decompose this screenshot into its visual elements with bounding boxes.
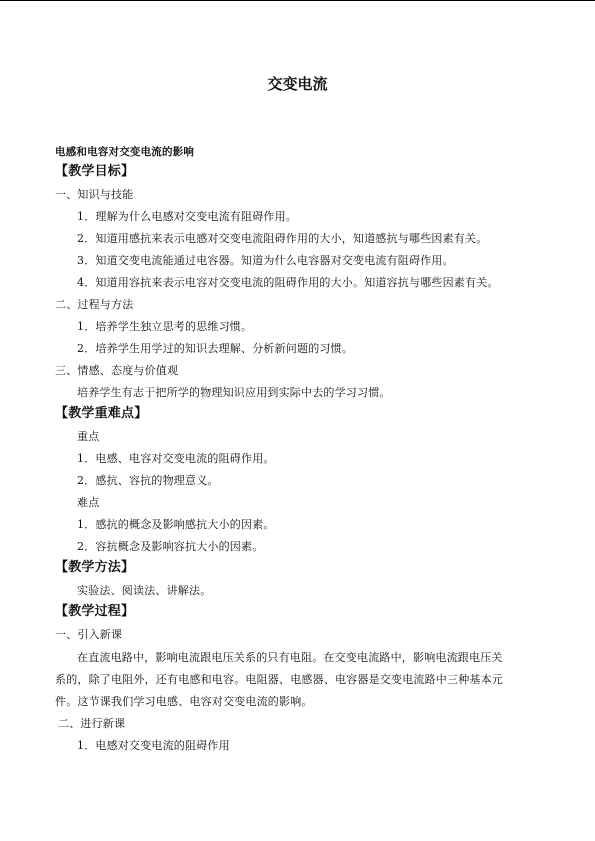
knowledge-item: 4．知道用容抗来表示电容对交变电流的阻碍作用的大小。知道容抗与哪些因素有关。 — [77, 276, 499, 289]
top-rule — [0, 0, 595, 1]
methods-text: 实验法、阅读法、讲解法。 — [77, 584, 212, 597]
attitude-text: 培养学生有志于把所学的物理知识应用到实际中去的学习习惯。 — [77, 386, 391, 399]
knowledge-item: 3．知道交变电流能通过电容器。知道为什么电容器对交变电流有阻碍作用。 — [77, 254, 454, 267]
key-item: 2．感抗、容抗的物理意义。 — [77, 474, 219, 487]
procedure-heading: 【教学过程】 — [55, 604, 135, 619]
difficult-item: 2．容抗概念及影响容抗大小的因素。 — [77, 540, 264, 553]
process-item: 1．培养学生独立思考的思维习惯。 — [77, 320, 253, 333]
difficult-item: 1．感抗的概念及影响感抗大小的因素。 — [77, 518, 275, 531]
section-subtitle: 电感和电容对交变电流的影响 — [55, 146, 195, 158]
intro-heading: 一、引入新课 — [55, 628, 123, 641]
objectives-heading: 【教学目标】 — [55, 164, 135, 179]
new-lesson-heading: 二、进行新课 — [58, 717, 126, 730]
knowledge-item: 2．知道用感抗来表示电感对交变电流阻碍作用的大小，知道感抗与哪些因素有关。 — [77, 232, 488, 245]
intro-line: 件。这节课我们学习电感、电容对交变电流的影响。 — [55, 695, 313, 708]
attitude-heading: 三、情感、态度与价值观 — [55, 364, 179, 377]
page-title: 交变电流 — [267, 75, 328, 93]
key-points-heading: 【教学重难点】 — [55, 406, 148, 421]
intro-line: 在直流电路中，影响电流跟电压关系的只有电阻。在交变电流路中，影响电流跟电压关 — [77, 651, 503, 664]
key-item: 1．电感、电容对交变电流的阻碍作用。 — [77, 452, 275, 465]
difficult-label: 难点 — [77, 496, 100, 509]
process-heading: 二、过程与方法 — [55, 298, 134, 311]
methods-heading: 【教学方法】 — [55, 560, 135, 575]
new-lesson-item: 1．电感对交变电流的阻碍作用 — [77, 739, 230, 752]
knowledge-item: 1．理解为什么电感对交变电流有阻碍作用。 — [77, 210, 297, 223]
knowledge-heading: 一、知识与技能 — [55, 188, 134, 201]
intro-line: 系的，除了电阻外，还有电感和电容。电阻器、电感器、电容器是交变电流路中三种基本元 — [55, 673, 503, 686]
key-label: 重点 — [77, 430, 100, 443]
process-item: 2．培养学生用学过的知识去理解、分析新问题的习惯。 — [77, 342, 353, 355]
